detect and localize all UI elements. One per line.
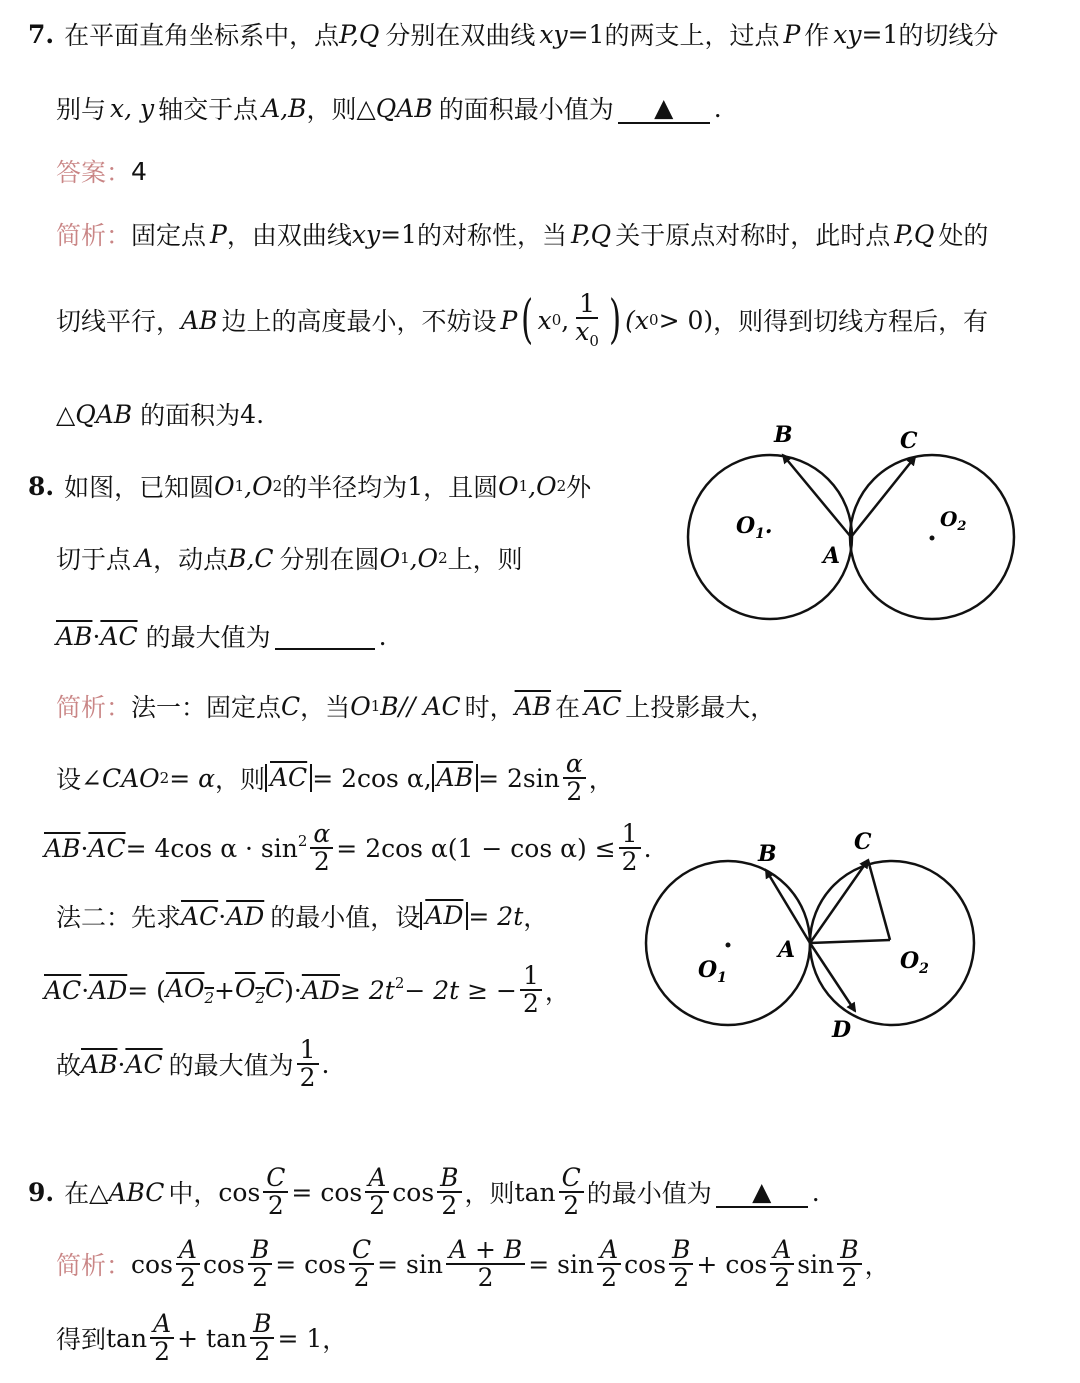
- frac-num: B: [837, 1237, 861, 1265]
- text: .: [811, 1177, 820, 1207]
- math: = 2cos α,: [312, 763, 432, 793]
- subscript: 1: [234, 477, 245, 495]
- subscript: 1: [518, 477, 529, 495]
- label-a: A: [778, 937, 796, 963]
- text: ，则得到切线方程后，有: [713, 307, 989, 336]
- answer-value: 4: [131, 156, 147, 186]
- frac-num: 1: [619, 821, 641, 849]
- math: 4: [240, 399, 257, 429]
- math: =1: [861, 19, 899, 49]
- math: = α: [169, 763, 215, 793]
- q8-conclusion: [56, 1034, 329, 1094]
- text: ，动点: [153, 545, 229, 574]
- vector-ac: [810, 860, 868, 943]
- math: = 2sin: [478, 763, 560, 793]
- q8-line3: [56, 618, 387, 654]
- fraction: [770, 1234, 794, 1292]
- math: x: [537, 305, 552, 335]
- vector: $\overline{AD}$: [301, 975, 340, 1005]
- math: cos: [202, 1249, 245, 1279]
- label-c: C: [900, 428, 918, 454]
- dot: ·: [117, 1049, 126, 1079]
- text: 别与: [56, 95, 107, 124]
- frac-den: 2: [254, 1337, 271, 1366]
- vector: $\overline{AB}$: [44, 833, 81, 863]
- text: ，: [588, 765, 614, 794]
- math: xy: [351, 219, 381, 249]
- math: =1: [380, 219, 417, 249]
- frac-den: 2: [621, 847, 638, 876]
- label-c: C: [854, 829, 872, 855]
- q7-jx1: [56, 216, 988, 252]
- fraction: [837, 1234, 861, 1292]
- frac-num: C: [559, 1165, 584, 1193]
- answer-blank: ▲: [618, 93, 710, 124]
- math: +: [214, 975, 235, 1005]
- frac-num: C: [349, 1237, 374, 1265]
- point-o2: [930, 536, 935, 541]
- text: 的最大值为: [145, 623, 271, 652]
- math: C: [281, 691, 301, 721]
- frac-den: 2: [601, 1263, 618, 1292]
- fraction: [263, 1162, 288, 1220]
- math: P,Q: [570, 219, 612, 249]
- math: sin: [797, 1249, 835, 1279]
- vector: $\overline{AC}$: [270, 763, 308, 793]
- math: = 2t: [468, 901, 524, 931]
- subscript: 0: [649, 311, 659, 329]
- answer-blank: [275, 622, 375, 650]
- abs-value: [420, 902, 468, 930]
- analysis-label: 简析：: [56, 1251, 132, 1280]
- math: cos: [624, 1249, 667, 1279]
- subscript: 2: [556, 477, 567, 495]
- label-o1: [736, 513, 773, 542]
- math: − 2t ≥ −: [404, 975, 518, 1005]
- text: .: [643, 833, 652, 863]
- vector-text: O: [234, 973, 256, 1003]
- fraction: [520, 960, 542, 1018]
- text: 的最大值为: [168, 1051, 294, 1080]
- frac-den: 2: [353, 1263, 370, 1292]
- label-o2-sub: 2: [919, 961, 929, 977]
- point-o1: [726, 943, 731, 948]
- math: O: [498, 471, 519, 501]
- frac-den: 2: [566, 777, 583, 806]
- q8-line1: [28, 468, 591, 504]
- fraction: [250, 1308, 274, 1366]
- math: P: [783, 19, 801, 49]
- fraction: [597, 1234, 621, 1292]
- superscript: 2: [394, 974, 405, 992]
- frac-num: B: [250, 1311, 274, 1339]
- q9-jx1: [56, 1230, 890, 1298]
- frac-den: 2: [179, 1263, 196, 1292]
- text: 切线平行，: [56, 307, 182, 336]
- math: tan: [514, 1177, 556, 1207]
- segment-ao2: [810, 940, 890, 943]
- text: 中，: [168, 1179, 219, 1208]
- frac-num: A: [365, 1165, 389, 1193]
- math: cos: [218, 1177, 261, 1207]
- frac-num: C: [263, 1165, 288, 1193]
- text: 处的: [938, 221, 989, 250]
- abs-value: [432, 764, 478, 792]
- subscript: 2: [438, 549, 448, 567]
- label-o2: [940, 507, 966, 534]
- frac-den: 2: [673, 1263, 690, 1292]
- frac-den: 2: [313, 847, 330, 876]
- text: 固定点: [131, 221, 207, 250]
- paren-right: ): [608, 290, 622, 350]
- vector: $\overline{AC}$: [181, 901, 219, 931]
- dot: ·: [92, 621, 101, 651]
- math: O: [214, 471, 235, 501]
- math: cos: [131, 1249, 173, 1279]
- figure-1: [680, 420, 1030, 630]
- q8-setup: [56, 748, 614, 808]
- frac-num: 1: [576, 291, 598, 319]
- text: 法一：固定点: [131, 693, 282, 722]
- text: 时，: [464, 693, 515, 722]
- math: △QAB: [56, 399, 133, 429]
- frac-den: 2: [154, 1337, 171, 1366]
- label-o2: [900, 948, 929, 977]
- vector: $\overline{AC}$: [100, 621, 138, 651]
- label-o1-dot: .: [764, 513, 773, 539]
- math: )·: [284, 975, 302, 1005]
- frac-den: 2: [523, 989, 539, 1018]
- text: 的最小值，设: [270, 903, 421, 932]
- frac-den: 2: [369, 1191, 386, 1220]
- label-o1: [698, 957, 727, 986]
- math: cos: [392, 1177, 435, 1207]
- q7-answer: [56, 153, 147, 189]
- label-o2-sub: 2: [957, 519, 967, 534]
- fraction: [669, 1234, 693, 1292]
- answer-label: 答案：: [56, 158, 132, 187]
- math: = sin: [377, 1249, 443, 1279]
- text: ，则: [214, 765, 265, 794]
- frac-num: A: [597, 1237, 621, 1265]
- frac-den: 2: [252, 1263, 268, 1292]
- text: ，当: [300, 693, 351, 722]
- text: 上，则: [447, 545, 523, 574]
- text: 的半径均为: [282, 473, 408, 502]
- q7-line2: [56, 90, 722, 126]
- dot: ·: [80, 833, 89, 863]
- text: 故: [56, 1051, 82, 1080]
- q8-f2: [56, 898, 548, 934]
- q8-ineq: [44, 960, 570, 1020]
- q9-line1: [28, 1158, 820, 1226]
- math: + cos: [696, 1249, 768, 1279]
- frac-num: α: [563, 751, 586, 779]
- vector: $\overline{AD}$: [89, 975, 128, 1005]
- vector: $\overline{AB}$: [81, 1049, 118, 1079]
- q8-number: 8.: [28, 471, 55, 501]
- text: ，: [523, 903, 549, 932]
- text: 切于点: [56, 545, 132, 574]
- label-o1-sub: 1: [755, 526, 765, 542]
- segment-co2: [868, 860, 890, 940]
- frac-num: B: [248, 1237, 272, 1265]
- text: 分别在圆: [279, 545, 380, 574]
- math: B// AC: [380, 691, 461, 721]
- vector-text: AO: [165, 973, 205, 1003]
- vector: $\overline{AB}$: [56, 621, 93, 651]
- q7-number: 7.: [28, 19, 55, 49]
- math: 1: [407, 471, 424, 501]
- dot: ·: [218, 901, 227, 931]
- math: tan: [106, 1323, 148, 1353]
- math: AB: [181, 305, 218, 335]
- subscript: 1: [370, 697, 381, 715]
- subscript: 1: [400, 549, 410, 567]
- vector: $\overline{AD}$: [226, 901, 265, 931]
- frac-den: 2: [477, 1263, 494, 1292]
- frac-den: 2: [563, 1191, 580, 1220]
- subscript: 2: [272, 477, 283, 495]
- text: 的最小值为: [586, 1179, 712, 1208]
- vector: $\overline{AB}$: [514, 691, 552, 721]
- math: B,C: [228, 543, 274, 573]
- fraction: [446, 1234, 525, 1292]
- math: + tan: [177, 1323, 248, 1353]
- text: 的切线分: [898, 21, 999, 50]
- text: 得到: [56, 1325, 107, 1354]
- text: 分别在双曲线: [385, 21, 536, 50]
- analysis-label: 简析：: [56, 693, 132, 722]
- text: ，且圆: [423, 473, 499, 502]
- abs-value: [265, 764, 312, 792]
- text: 的两支上，过点: [604, 21, 780, 50]
- math: P,Q: [894, 219, 935, 249]
- math: ≥ 2t: [339, 975, 395, 1005]
- frac-den: 2: [774, 1263, 791, 1292]
- text: 的面积为: [140, 401, 241, 430]
- math: P: [210, 219, 227, 249]
- answer-blank: ▲: [716, 1177, 808, 1208]
- frac-num: α: [310, 821, 333, 849]
- frac-num: 1: [520, 963, 542, 991]
- frac-num: B: [437, 1165, 461, 1193]
- figure-2: [640, 825, 990, 1050]
- frac-den: 2: [299, 1063, 316, 1092]
- text: 轴交于点: [158, 95, 259, 124]
- text: ，: [864, 1251, 890, 1280]
- label-d: D: [832, 1017, 852, 1043]
- vector: $\overline{AD}$: [425, 901, 464, 931]
- subscript: 0: [589, 331, 599, 350]
- frac-den: 2: [267, 1191, 284, 1220]
- frac-num: B: [669, 1237, 693, 1265]
- math: =1: [567, 19, 605, 49]
- superscript: 2: [297, 832, 308, 850]
- comma: ,: [561, 305, 570, 335]
- text: 边上的高度最小，不妨设: [221, 307, 497, 336]
- math: O: [350, 691, 371, 721]
- text: ，由双曲线: [226, 221, 352, 250]
- label-b: B: [758, 841, 777, 867]
- text: 在: [555, 693, 581, 722]
- text: 如图，已知圆: [64, 473, 215, 502]
- math: P: [500, 305, 518, 335]
- math: △ABC: [89, 1177, 165, 1207]
- q7-line1: [28, 16, 998, 52]
- fraction: [619, 818, 641, 876]
- frac-num: A: [150, 1311, 174, 1339]
- math: xy: [833, 19, 862, 49]
- math: = 4cos α · sin: [125, 833, 298, 863]
- q7-jx2: [56, 282, 988, 358]
- math: (x: [625, 305, 650, 335]
- text: .: [713, 93, 722, 123]
- label-a: A: [823, 543, 841, 569]
- analysis-label: 简析：: [56, 221, 132, 250]
- fraction: [437, 1162, 461, 1220]
- text: ，则: [464, 1179, 515, 1208]
- vector-text: C: [265, 973, 285, 1003]
- dot: ·: [81, 975, 90, 1005]
- frac-num: 1: [297, 1037, 319, 1065]
- text: .: [321, 1049, 330, 1079]
- vector: $\overline{AC}$: [44, 975, 82, 1005]
- fraction: [248, 1234, 272, 1292]
- subscript: 2: [255, 988, 266, 1007]
- frac-num: A: [770, 1237, 794, 1265]
- math: ,O: [244, 471, 273, 501]
- label-b: B: [774, 422, 793, 448]
- frac-num: A: [176, 1237, 200, 1265]
- fraction: [297, 1034, 319, 1092]
- math: x, y: [110, 93, 155, 123]
- text: 上投影最大，: [625, 693, 776, 722]
- text: 外: [566, 473, 592, 502]
- math: ,O: [409, 543, 439, 573]
- math: = cos: [275, 1249, 347, 1279]
- math: O: [379, 543, 401, 573]
- frac-den: 2: [841, 1263, 858, 1292]
- text: 在平面直角坐标系中，点: [64, 21, 340, 50]
- fraction: [310, 818, 333, 876]
- math: > 0): [658, 305, 714, 335]
- subscript: 0: [551, 311, 562, 329]
- label-o2-main: O: [940, 507, 958, 531]
- vector: $\overline{AB}$: [436, 763, 474, 793]
- q8-f1: [56, 688, 775, 724]
- text: 法二：先求: [56, 903, 182, 932]
- vector: [166, 974, 214, 1007]
- math: P,Q: [339, 19, 380, 49]
- vector: $\overline{AC}$: [584, 691, 622, 721]
- math: x: [575, 316, 590, 346]
- text: ，: [322, 1325, 348, 1354]
- math: A,B: [262, 93, 307, 123]
- frac-den: [572, 316, 602, 350]
- subscript: 2: [204, 988, 215, 1007]
- fraction: [349, 1234, 374, 1292]
- math: = cos: [291, 1177, 363, 1207]
- paren-left: (: [521, 290, 534, 350]
- text: ，: [544, 977, 570, 1006]
- fraction: [559, 1162, 584, 1220]
- q9-result: [56, 1304, 347, 1372]
- math: ,O: [528, 471, 557, 501]
- fraction: [150, 1308, 174, 1366]
- math: A: [135, 543, 154, 573]
- math: = sin: [528, 1249, 595, 1279]
- q7-jx3: [56, 396, 264, 432]
- frac-den: 2: [441, 1191, 458, 1220]
- math: ∠CAO: [81, 763, 160, 793]
- text: .: [256, 399, 265, 429]
- vector: $\overline{AC}$: [88, 833, 126, 863]
- label-o1-main: O: [736, 513, 756, 539]
- q8-line2: [56, 540, 523, 576]
- vector-ab: [766, 870, 810, 943]
- vector: $\overline{AC}$: [125, 1049, 163, 1079]
- subscript: 2: [159, 769, 170, 787]
- text: 关于原点对称时，此时点: [615, 221, 891, 250]
- math: △QAB: [356, 93, 433, 123]
- q9-number: 9.: [28, 1177, 55, 1207]
- text: 设: [56, 765, 82, 794]
- fraction: [176, 1234, 200, 1292]
- fraction: [365, 1162, 389, 1220]
- text: 的对称性，当: [416, 221, 567, 250]
- math: = 1: [277, 1323, 323, 1353]
- text: .: [378, 621, 387, 651]
- text: ，则: [306, 95, 357, 124]
- math: = 2cos α(1 − cos α) ≤: [336, 833, 616, 863]
- label-o1-main: O: [698, 957, 718, 983]
- math: xy: [539, 19, 568, 49]
- frac-num: A + B: [446, 1237, 525, 1265]
- fraction: [572, 288, 602, 350]
- label-o1-sub: 1: [717, 970, 727, 986]
- text: 的面积最小值为: [438, 95, 614, 124]
- q8-expr: [44, 818, 652, 878]
- text: 作: [804, 21, 830, 50]
- text: 在: [64, 1179, 90, 1208]
- vector: [235, 974, 284, 1007]
- label-o2-main: O: [900, 948, 920, 974]
- fraction: [563, 748, 586, 806]
- math: = (: [127, 975, 166, 1005]
